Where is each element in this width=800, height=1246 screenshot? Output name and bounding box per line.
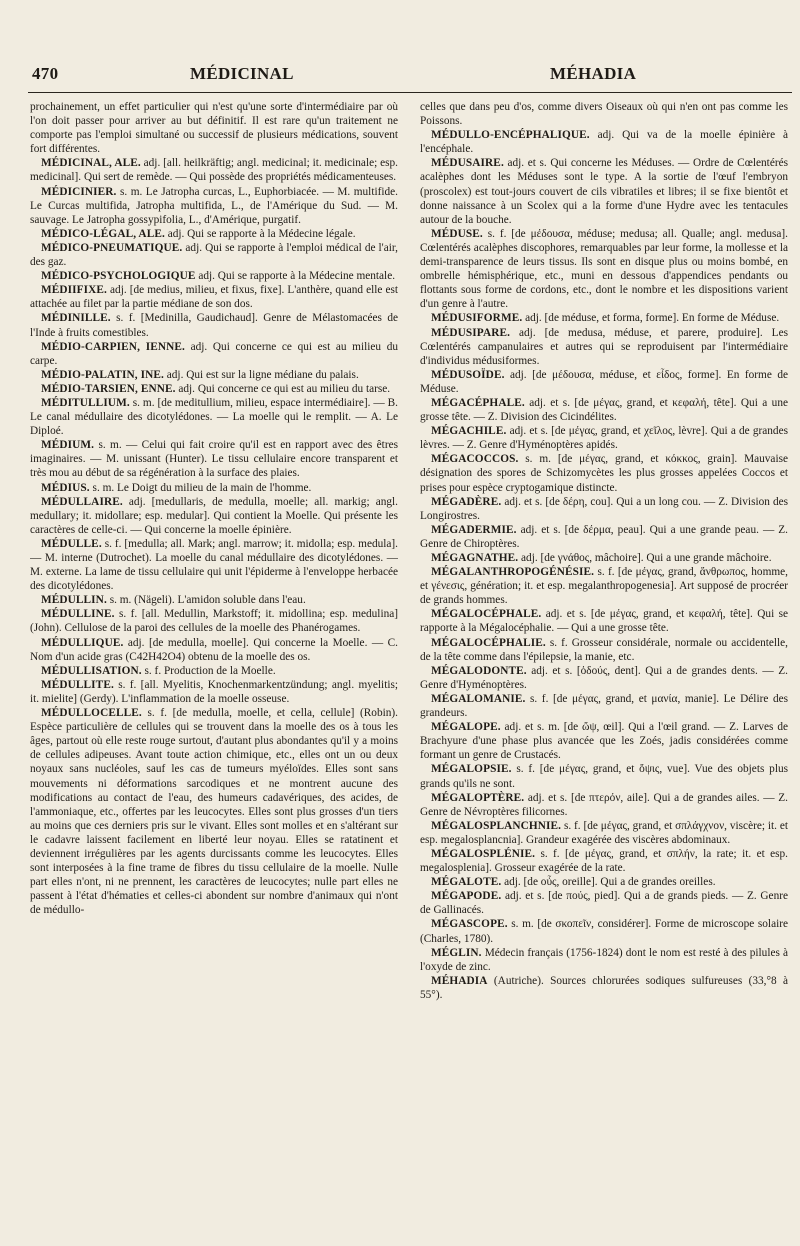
entry-definition: adj. Qui se rapporte à la Médecine mentale. bbox=[198, 270, 396, 283]
entry-definition: adj. Qui se rapporte à l'emploi médical de l'air, des gaz. bbox=[30, 241, 398, 269]
page-header bbox=[28, 64, 788, 88]
dictionary-entry bbox=[30, 396, 398, 438]
dictionary-entry bbox=[420, 523, 788, 551]
dictionary-entry bbox=[30, 678, 398, 706]
entry-headword: MÉDULLE. bbox=[41, 537, 102, 550]
entry-definition: s. m. [de μέγας, grand, et κόκκος, grain]. Mauvaise désignation des spores de Schizomycètes les plus grosses appelées Coccos et prises pour espèce cryptogamique distincte. bbox=[420, 453, 788, 494]
dictionary-entry bbox=[420, 692, 788, 720]
entry-headword: MÉGACHILE. bbox=[431, 425, 507, 438]
dictionary-entry bbox=[420, 664, 788, 692]
entry-headword: MÉGALOTE. bbox=[431, 876, 502, 889]
entry-headword: MÉDULLITE. bbox=[41, 678, 114, 691]
entry-headword: MÉDICO-PSYCHOLOGIQUE bbox=[41, 270, 196, 283]
entry-headword: MÉDIUM. bbox=[41, 439, 95, 452]
entry-definition: s. f. [all. Medullin, Markstoff; it. midollina; esp. medulina] (John). Cellulose de la paroi des cellules de la moelle des Phanérogames. bbox=[30, 608, 398, 635]
dictionary-entry bbox=[30, 156, 398, 184]
header-rule bbox=[28, 92, 792, 93]
entry-definition: s. f. [de μέγας, grand, et μανία, manie]. Le Délire des grandeurs. bbox=[420, 692, 788, 720]
entry-headword: MÉDULLO-ENCÉPHALIQUE. bbox=[431, 129, 590, 142]
entry-definition: adj. et s. m. [de ὤψ, œil]. Qui a l'œil grand. — Z. Larves de Brachyure d'une phase plus avancée que les Zoés, jadis considérées comme formant un genre de Crustacés. bbox=[420, 721, 788, 762]
dictionary-entry bbox=[420, 326, 788, 368]
dictionary-entry bbox=[420, 565, 788, 607]
entry-headword: MÉDINILLE. bbox=[41, 312, 111, 325]
entry-headword: MÉDIO-TARSIEN, ENNE. bbox=[41, 382, 176, 395]
entry-definition: adj. [de méduse, et forma, forme]. En forme de Méduse. bbox=[525, 312, 780, 325]
entry-definition: adj. et s. [de πούς, pied]. Qui a de grands pieds. — Z. Genre de Gallinacés. bbox=[420, 890, 788, 917]
entry-headword: MÉDICO-PNEUMATIQUE. bbox=[41, 241, 183, 254]
entry-definition: s. f. [de μέγας, grand, et σπλάγχνον, viscère; it. et esp. megalosplancnia]. Grandeur exagérée des viscères abdominaux. bbox=[420, 819, 788, 846]
dictionary-entry bbox=[420, 917, 788, 945]
entry-definition: s. m. [de σκοπεῖν, considérer]. Forme de microscope solaire (Charles, 1780). bbox=[420, 918, 788, 945]
dictionary-entry bbox=[420, 128, 788, 156]
dictionary-entry bbox=[30, 185, 398, 227]
entry-headword: MÉDIO-CARPIEN, IENNE. bbox=[41, 340, 185, 353]
entry-definition: s. m. Le Doigt du milieu de la main de l'homme. bbox=[92, 481, 312, 494]
entry-headword: MÉDUSOÏDE. bbox=[431, 368, 505, 381]
entry-headword: MÉDUSE. bbox=[431, 227, 483, 240]
entry-headword: MÉGALOSPLANCHNIE. bbox=[431, 819, 562, 832]
dictionary-entry bbox=[420, 495, 788, 523]
entry-definition: adj. Qui va de la moelle épinière à l'encéphale. bbox=[420, 129, 788, 156]
entry-headword: MÉDULLIQUE. bbox=[41, 636, 124, 649]
dictionary-entry bbox=[420, 847, 788, 875]
entry-definition: adj. [de μέδουσα, méduse, et εἶδος, forme]. En forme de Méduse. bbox=[420, 368, 788, 395]
entry-headword: MÉGAPODE. bbox=[431, 890, 502, 903]
entry-definition: s. f. [Medinilla, Gaudichaud]. Genre de Mélastomacées de l'Inde à fruits comestibles. bbox=[30, 312, 398, 339]
entry-definition: adj. et s. [de μέγας, grand, et κεφαλή, tête]. Qui a une grosse tête. — Z. Division des Cicindélites. bbox=[420, 396, 788, 424]
dictionary-entry bbox=[30, 664, 398, 678]
dictionary-entry bbox=[420, 368, 788, 396]
entry-headword: MÉGACÉPHALE. bbox=[431, 396, 525, 409]
dictionary-entry bbox=[420, 311, 788, 325]
entry-definition: adj. et s. [de πτερόν, aile]. Qui a de grandes ailes. — Z. Genre de Névroptères filicornes. bbox=[420, 791, 788, 818]
entry-definition: s. f. Grosseur considérale, normale ou accidentelle, de la tête comme dans l'épilepsie, la manie, etc. bbox=[420, 636, 788, 663]
dictionary-entry bbox=[420, 791, 788, 819]
entry-headword: MÉDICO-LÉGAL, ALE. bbox=[41, 227, 165, 240]
entry-definition: prochainement, un effet particulier qui n'est qu'une sorte d'intermédiaire par où l'on doit passer pour arriver au but définitif. Il est rare qu'un traitement ne comporte pas l'emploi simultané ou successif de plusieurs médications, souvent fort différentes. bbox=[30, 101, 398, 156]
entry-definition: s. f. [de medulla, moelle, et cella, cellule] (Robin). Espèce particulière de cellules qui se trouvent dans la moelle des os à tous les âges, partout où elle reste rouge surtout, d'autant plus abondantes qu'il y a moins de cellules adipeuses. Avant toute action chimique, etc., elles ont un ou deux noyaux sans nucléoles, sauf les cas de tumeurs myéloïdes. Elles sont sans mouvements ni déformations sarcodiques et ne montrent aucune des modifications au contact de l'eau, des humeurs cadavériques, des acides, de l'ammoniaque, etc., offertes par les leucocytes. Elles sont plus grosses d'un tiers au moins que ces derniers pris sur le vivant. Elles sont molles et en s'altérant sur le cadavre laissent facilement en liberté leur noyau. Elles se ratatinent et deviennent irrégulières par les agents durcissants comme les leucocytes. Elles sont interposées à la fine trame de fibres du tissu cellulaire de la moelle. Nulle part elles n'ont, ni ne prennent, les caractères de leucocytes; nulle part elles ne passent à l'état d'hématies et celles-ci abondent sur nombre d'animaux qui n'ont de médullo- bbox=[30, 707, 398, 917]
page-number: 470 bbox=[32, 64, 59, 83]
entry-definition: s. f. [de μέδουσα, méduse; medusa; all. Qualle; angl. medusa]. Cœlentérés acalèphes discophores, remarquables par leur forme, la mollesse et la demi-transparence de leurs tissus. Ils sont en disque plus ou moins bombé, en ombrelle hémisphérique, etc., muni en dessous d'appendices pendants ou flottants sous forme de cordons, etc., dont le nombre et les dispositions varient d'un genre à l'autre. bbox=[420, 227, 788, 311]
dictionary-entry bbox=[30, 382, 398, 396]
entry-headword: MÉGADERMIE. bbox=[431, 523, 517, 536]
entry-definition: adj. [de οὖς, oreille]. Qui a de grandes oreilles. bbox=[504, 876, 716, 889]
entry-definition: s. f. [de μέγας, grand, et ὄψις, vue]. Vue des objets plus grands qu'ils ne sont. bbox=[420, 763, 788, 790]
entry-headword: MÉDULLAIRE. bbox=[41, 495, 123, 508]
entry-headword: MÉDULLINE. bbox=[41, 608, 115, 621]
dictionary-entry bbox=[30, 537, 398, 593]
entry-definition: Médecin français (1756-1824) dont le nom est resté à des pilules à l'oxyde de zinc. bbox=[420, 946, 788, 973]
entry-headword: MÉGALOPE. bbox=[431, 721, 501, 734]
entry-definition: s. m. Le Jatropha curcas, L., Euphorbiacée. — M. multifide. Le Curcas multifida, Jatropha multifida, L., de l'Amérique du Sud. — M. sauvage. Le Jatropha gossypifolia, L., d'Amérique, purgatif. bbox=[30, 185, 398, 226]
dictionary-entry bbox=[420, 100, 788, 128]
dictionary-entry bbox=[30, 368, 398, 382]
dictionary-entry bbox=[420, 889, 788, 917]
dictionary-entry bbox=[30, 340, 398, 368]
entry-headword: MÉDULLISATION. bbox=[41, 664, 142, 677]
entry-headword: MÉGALOSPLÉNIE. bbox=[431, 847, 536, 860]
entry-definition: adj. et s. Qui concerne les Méduses. — Ordre de Cœlentérés acalèphes dont les Méduses sont le type. A la sortie de l'œuf l'embryon (proscolex) est tout-jours couvert de cils vibratiles et libres; il se fixe bientôt et donne naissance à un Scolex qui a la forme d'une Hydre avec les tentacules autour de la bouche. bbox=[420, 157, 788, 226]
entry-definition: (Autriche). Sources chlorurées sodiques sulfureuses (33,°8 à 55°). bbox=[420, 974, 788, 1001]
dictionary-entry bbox=[420, 156, 788, 226]
dictionary-entry bbox=[420, 875, 788, 889]
dictionary-entry bbox=[420, 227, 788, 312]
entry-headword: MÉGALOPTÈRE. bbox=[431, 791, 525, 804]
entry-headword: MÉGAGNATHE. bbox=[431, 552, 519, 564]
dictionary-entry bbox=[420, 946, 788, 974]
entry-headword: MÉGADÈRE. bbox=[431, 495, 502, 508]
entry-headword: MÉGALOPSIE. bbox=[431, 763, 512, 776]
dictionary-entry bbox=[420, 720, 788, 762]
entry-definition: adj. [medullaris, de medulla, moelle; all. markig; angl. medullary; it. midollare; esp. medular]. Qui contient la Moelle. Qui présente les caractères de celle-ci. — Qui concerne la moelle épinière. bbox=[30, 495, 398, 536]
entry-headword: MÉDIIFIXE. bbox=[41, 284, 107, 297]
dictionary-entry bbox=[420, 452, 788, 494]
entry-definition: adj. Qui concerne ce qui est au milieu du carpe. bbox=[30, 340, 398, 367]
entry-definition: s. m. (Nägeli). L'amidon soluble dans l'eau. bbox=[109, 594, 306, 607]
entry-definition: s. f. [de μέγας, grand, ἄνθρωπος, homme, et γένεσις, génération; it. et esp. megalanthropogenesia]. Art supposé de procréer de grands hommes. bbox=[420, 566, 788, 607]
entry-headword: MÉGALANTHROPOGÉNÉSIE. bbox=[431, 566, 595, 579]
dictionary-entry bbox=[420, 551, 788, 565]
entry-headword: MÉDULLIN. bbox=[41, 594, 107, 607]
entry-definition: s. m. — Celui qui fait croire qu'il est en rapport avec des êtres imaginaires. — M. unissant (Hunter). Le tissu cellulaire encore transparent et très mou au début de sa régénération à la surface des plaies. bbox=[30, 439, 398, 480]
dictionary-entry bbox=[30, 607, 398, 635]
entry-definition: s. f. Production de la Moelle. bbox=[144, 664, 276, 677]
dictionary-entry bbox=[30, 311, 398, 339]
entry-definition: s. f. [all. Myelitis, Knochenmarkentzündung; angl. myelitis; it. mielite] (Gerdy). L'inflammation de la moelle osseuse. bbox=[30, 678, 398, 705]
dictionary-entry bbox=[30, 227, 398, 241]
entry-definition: adj. [all. heilkräftig; angl. medicinal; it. medicinale; esp. medicinal]. Qui sert de remède. — Qui possède des propriétés médicamenteuses. bbox=[30, 157, 398, 184]
entry-headword: MÉDICINAL, ALE. bbox=[41, 157, 141, 170]
entry-headword: MÉDUSAIRE. bbox=[431, 157, 504, 170]
entry-headword: MÉGASCOPE. bbox=[431, 918, 508, 931]
entry-definition: adj. et s. [de μέγας, grand, et κεφαλή, tête]. Qui se rapporte à la Mégalocéphalie. — Qui a une grosse tête. bbox=[420, 608, 788, 635]
entry-headword: MÉGLIN. bbox=[431, 946, 482, 959]
dictionary-entry bbox=[30, 241, 398, 269]
entry-definition: adj. et s. [de δέρμα, peau]. Qui a une grande peau. — Z. Genre de Chiroptères. bbox=[420, 523, 788, 550]
entry-definition: adj. Qui est sur la ligne médiane du palais. bbox=[166, 368, 359, 381]
dictionary-entry bbox=[420, 762, 788, 790]
dictionary-entry bbox=[30, 495, 398, 537]
entry-definition: adj. et s. [de μέγας, grand, et χεῖλος, lèvre]. Qui a de grandes lèvres. — Z. Genre d'Hyménoptères apidés. bbox=[420, 425, 788, 452]
entry-definition: adj. [de medius, milieu, et fixus, fixe]. L'anthère, quand elle est attachée au filet par la partie médiane de son dos. bbox=[30, 284, 398, 311]
dictionary-entry bbox=[30, 481, 398, 495]
entry-definition: adj. et s. [de δέρη, cou]. Qui a un long cou. — Z. Division des Longirostres. bbox=[420, 495, 788, 522]
entry-headword: MÉDITULLIUM. bbox=[41, 396, 130, 409]
entry-headword: MÉHADIA bbox=[431, 974, 488, 987]
dictionary-entry bbox=[420, 974, 788, 1002]
entry-definition: celles que dans peu d'os, comme divers Oiseaux où qui n'en ont pas comme les Poissons. bbox=[420, 101, 788, 128]
entry-headword: MÉDICINIER. bbox=[41, 185, 117, 198]
entry-headword: MÉGALODONTE. bbox=[431, 664, 527, 677]
entry-definition: adj. [de γνάθος, mâchoire]. Qui a une grande mâchoire. bbox=[521, 552, 772, 564]
entry-headword: MÉGALOMANIE. bbox=[431, 692, 526, 705]
right-running-head: MÉHADIA bbox=[550, 64, 637, 83]
dictionary-entry bbox=[30, 438, 398, 480]
entry-definition: s. m. [de meditullium, milieu, espace intermédiaire]. — B. Le canal médullaire des dicotylédones. — La moelle qui le remplit. — A. Le Diploé. bbox=[30, 396, 398, 438]
dictionary-entry bbox=[30, 593, 398, 607]
dictionary-entry bbox=[30, 269, 398, 283]
entry-headword: MÉGACOCCOS. bbox=[431, 453, 519, 466]
left-running-head: MÉDICINAL bbox=[190, 64, 294, 83]
dictionary-entry bbox=[420, 396, 788, 424]
dictionary-entry bbox=[420, 607, 788, 635]
entry-headword: MÉGALOCÉPHALE. bbox=[431, 608, 542, 621]
dictionary-entry bbox=[420, 424, 788, 452]
entry-headword: MÉDIO-PALATIN, INE. bbox=[41, 368, 164, 381]
entry-definition: adj. Qui se rapporte à la Médecine légale. bbox=[167, 227, 356, 240]
dictionary-entry bbox=[30, 100, 398, 156]
entry-definition: s. f. [de μέγας, grand, et σπλήν, la rate; it. et esp. megalosplenia]. Grosseur exagérée de la rate. bbox=[420, 847, 788, 875]
dictionary-entry bbox=[30, 283, 398, 311]
entry-headword: MÉDIUS. bbox=[41, 481, 90, 494]
entry-definition: adj. et s. [ὀδούς, dent]. Qui a de grandes dents. — Z. Genre d'Hyménoptères. bbox=[420, 664, 788, 691]
right-column bbox=[420, 100, 788, 1230]
entry-headword: MÉDUSIPARE. bbox=[431, 326, 511, 339]
dictionary-entry bbox=[30, 636, 398, 664]
entry-definition: s. f. [medulla; all. Mark; angl. marrow; it. midolla; esp. medula]. — M. interne (Dutrochet). La moelle du canal médullaire des dicotylédones. — M. externe. La lame de tissu cellulaire qui unit l'épiderme à l'enveloppe herbacée des dicotylédones. bbox=[30, 537, 398, 593]
entry-definition: adj. Qui concerne ce qui est au milieu du tarse. bbox=[178, 382, 391, 395]
entry-headword: MÉDULLOCELLE. bbox=[41, 707, 142, 720]
dictionary-entry bbox=[420, 636, 788, 664]
entry-definition: adj. [de medusa, méduse, et parere, produire]. Les Cœlentérés campanulaires et autres qui se reproduisent par l'intermédiaire d'individus médusiformes. bbox=[420, 326, 788, 367]
entry-definition: adj. [de medulla, moelle]. Qui concerne la Moelle. — C. Nom d'un acide gras (C42H42O4) obtenu de la moelle des os. bbox=[30, 636, 398, 663]
left-column bbox=[30, 100, 398, 1230]
entry-headword: MÉGALOCÉPHALIE. bbox=[431, 636, 546, 649]
dictionary-entry bbox=[30, 706, 398, 917]
entry-headword: MÉDUSIFORME. bbox=[431, 312, 523, 325]
dictionary-entry bbox=[420, 819, 788, 847]
